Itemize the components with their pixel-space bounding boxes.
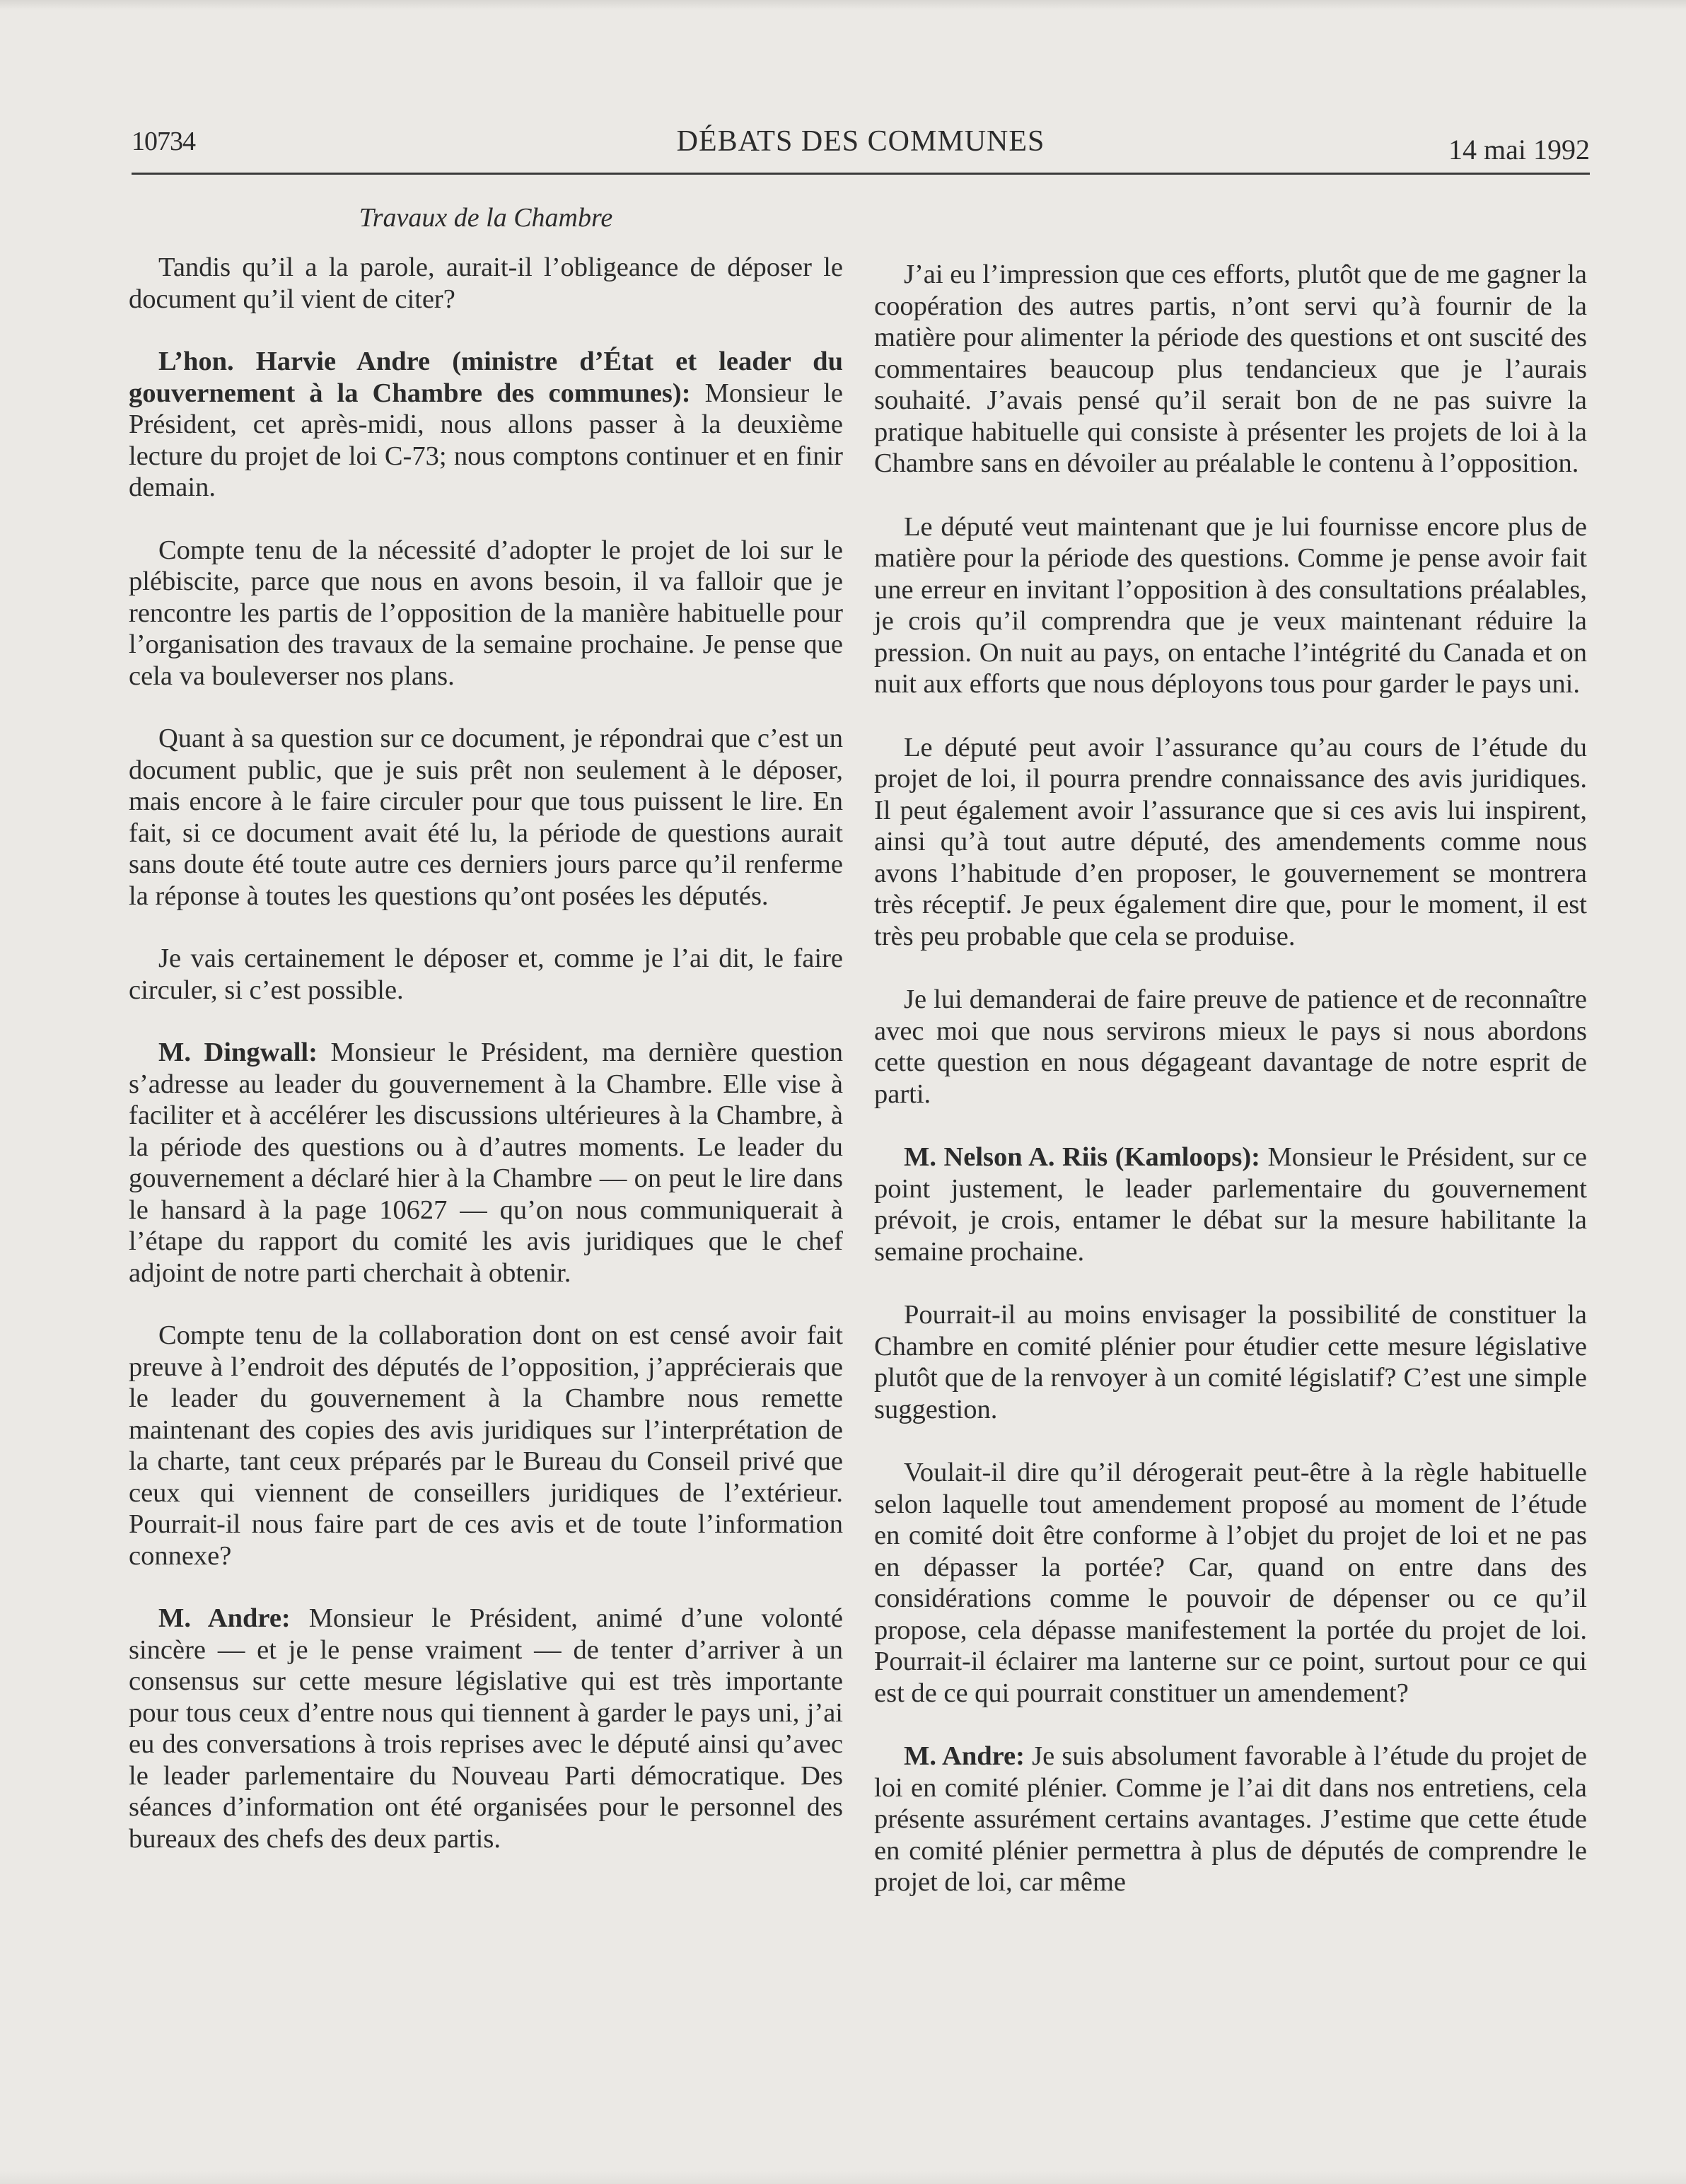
paragraph [874, 984, 1587, 1110]
paragraph-text: Monsieur le Président, sur ce point justement, le leader parlementaire du gouvernement prévoit, je crois, entamer le débat sur la mesure habilitante la semaine prochaine. [874, 1142, 1587, 1267]
paragraph-text: Tandis qu’il a la parole, aurait-il l’obligeance de déposer le document qu’il vient de citer? [129, 252, 843, 314]
paragraph-text: Monsieur le Président, animé d’une volonté sincère — et je le pense vraiment — de tenter d’arriver à un consensus sur cette mesure législative qui est très importante pour tous ceux d’entre nous qui tiennent à garder le pays uni, j’ai eu des conversations à trois reprises avec le député ainsi qu’avec le leader parlementaire du Nouveau Parti démocratique. Des séances d’information ont été organisées pour le personnel des bureaux des chefs des deux partis. [129, 1603, 843, 1854]
paragraph [874, 732, 1587, 953]
paragraph-text: Je suis absolument favorable à l’étude du projet de loi en comité plénier. Comme je l’ai dit dans nos entretiens, cela présente assurément certains avantages. J’estime que cette étude en comité plénier permettra à plus de députés de comprendre le projet de loi, car même [874, 1741, 1588, 1897]
paragraph-text: Je lui demanderai de faire preuve de patience et de reconnaître avec moi que nous servirons mieux le pays si nous abordons cette question en nous dégageant davantage de notre esprit de parti. [874, 984, 1587, 1109]
paragraph-text: Quant à sa question sur ce document, je répondrai que c’est un document public, que je suis prêt non seulement à le déposer, mais encore à le faire circuler pour que tous puissent le lire. En fait, si ce document avait été lu, la période de questions aurait sans doute été toute autre ces derniers jours parce qu’il renferme la réponse à toutes les questions qu’ont posées les députés. [129, 724, 843, 911]
paragraph-text: Monsieur le Président, ma dernière question s’adresse au leader du gouvernement à la Chambre. Elle vise à faciliter et à accélérer les discussions ultérieures à la Chambre, à la période des questions ou à d’autres moments. Le leader du gouvernement a déclaré hier à la Chambre — on peut le lire dans le hansard à la page 10627 — qu’on nous communiquerait à l’étape du rapport du comité les avis juridiques que le chef adjoint de notre parti cherchait à obtenir. [129, 1038, 843, 1288]
paragraph [874, 1741, 1587, 1898]
paragraph [874, 1457, 1587, 1709]
publication-date: 14 mai 1992 [1448, 134, 1590, 165]
speaker-name: M. Dingwall: [158, 1038, 318, 1067]
right-column [874, 259, 1587, 1930]
paragraph-text: Le député peut avoir l’assurance qu’au cours de l’étude du projet de loi, il pourra prendre connaissance des avis juridiques. Il peut également avoir l’assurance que si ces avis lui inspirent, ainsi qu’à tout autre député, des amendements comme nous avons l’habitude d’en proposer, le gouvernement se montrera très réceptif. Je peux également dire que, pour le moment, il est très peu probable que cela se produise. [874, 732, 1587, 951]
paragraph [874, 1299, 1587, 1425]
paragraph [129, 535, 843, 692]
paragraph-text: Je vais certainement le déposer et, comme je l’ai dit, le faire circuler, si c’est possible. [129, 943, 843, 1005]
paragraph-text: Voulait-il dire qu’il dérogerait peut-être à la règle habituelle selon laquelle tout amendement proposé au moment de l’étude en comité doit être conforme à l’objet du projet de loi et ne pas en dépasser la portée? Car, quand on entre dans des considérations comme le pouvoir de dépenser ou ce qu’il propose, cela dépasse manifestement la portée du projet de loi. Pourrait-il éclairer ma lanterne sur ce point, surtout pour ce qui est de ce qui pourrait constituer un amendement? [874, 1458, 1587, 1708]
paragraph-text: Compte tenu de la collaboration dont on est censé avoir fait preuve à l’endroit des députés de l’opposition, j’apprécierais que le leader du gouvernement à la Chambre nous remette maintenant des copies des avis juridiques sur l’interprétation de la charte, tant ceux préparés par le Bureau du Conseil privé que ceux qui viennent de conseillers juridiques de l’extérieur. Pourrait-il nous faire part de ces avis et de toute l’information connexe? [129, 1320, 843, 1571]
paragraph-text: Compte tenu de la nécessité d’adopter le projet de loi sur le plébiscite, parce que nous en avons besoin, il va falloir que je rencontre les partis de l’opposition de la manière habituelle pour l’organisation des travaux de la semaine prochaine. Je pense que cela va bouleverser nos plans. [129, 535, 843, 691]
page-number: 10734 [132, 127, 195, 156]
paragraph-text: Le député veut maintenant que je lui fournisse encore plus de matière pour la période des questions. Comme je pense avoir fait une erreur en invitant l’opposition à des consultations préalables, je crois qu’il comprendra que je veux maintenant réduire la pression. On nuit au pays, on entache l’intégrité du Canada et on nuit aux efforts que nous déployons tous pour garder le pays uni. [874, 511, 1587, 699]
header-rule [132, 173, 1590, 175]
paragraph [874, 1142, 1587, 1267]
paragraph [129, 1603, 843, 1854]
paragraph-text: Monsieur le Président, cet après-midi, nous allons passer à la deuxième lecture du projet de loi C-73; nous comptons continuer et en finir demain. [129, 378, 844, 502]
speaker-name: M. Nelson A. Riis (Kamloops): [904, 1142, 1260, 1172]
paragraph [129, 346, 843, 504]
paragraph-text: Pourrait-il au moins envisager la possibilité de constituer la Chambre en comité plénier pour étudier cette mesure législative plutôt que de la renvoyer à un comité législatif? C’est une simple suggestion. [874, 1300, 1587, 1424]
speaker-name: M. Andre: [904, 1741, 1025, 1771]
paragraph [874, 511, 1587, 700]
publication-title: DÉBATS DES COMMUNES [676, 125, 1045, 158]
paragraph [129, 1320, 843, 1572]
paragraph [129, 723, 843, 912]
section-heading: Travaux de la Chambre [359, 203, 613, 233]
paragraph [129, 252, 843, 315]
paragraph [874, 259, 1587, 480]
paragraph [129, 1037, 843, 1289]
speaker-name: M. Andre: [158, 1603, 291, 1633]
left-column [129, 252, 843, 1886]
speaker-name: L’hon. Harvie Andre (ministre d’État et leader du gouvernement à la Chambre des communes): [129, 347, 843, 408]
page-header [132, 126, 1590, 171]
paragraph [129, 943, 843, 1006]
paragraph-text: J’ai eu l’impression que ces efforts, plutôt que de me gagner la coopération des autres partis, n’ont servi qu’à fournir de la matière pour alimenter la période des questions et ont suscité des commentaires beaucoup plus tendancieux que je l’aurais souhaité. J’avais pensé qu’il serait bon de ne pas suivre la pratique habituelle qui consiste à présenter les projets de loi à la Chambre sans en dévoiler au préalable le contenu à l’opposition. [874, 260, 1587, 478]
